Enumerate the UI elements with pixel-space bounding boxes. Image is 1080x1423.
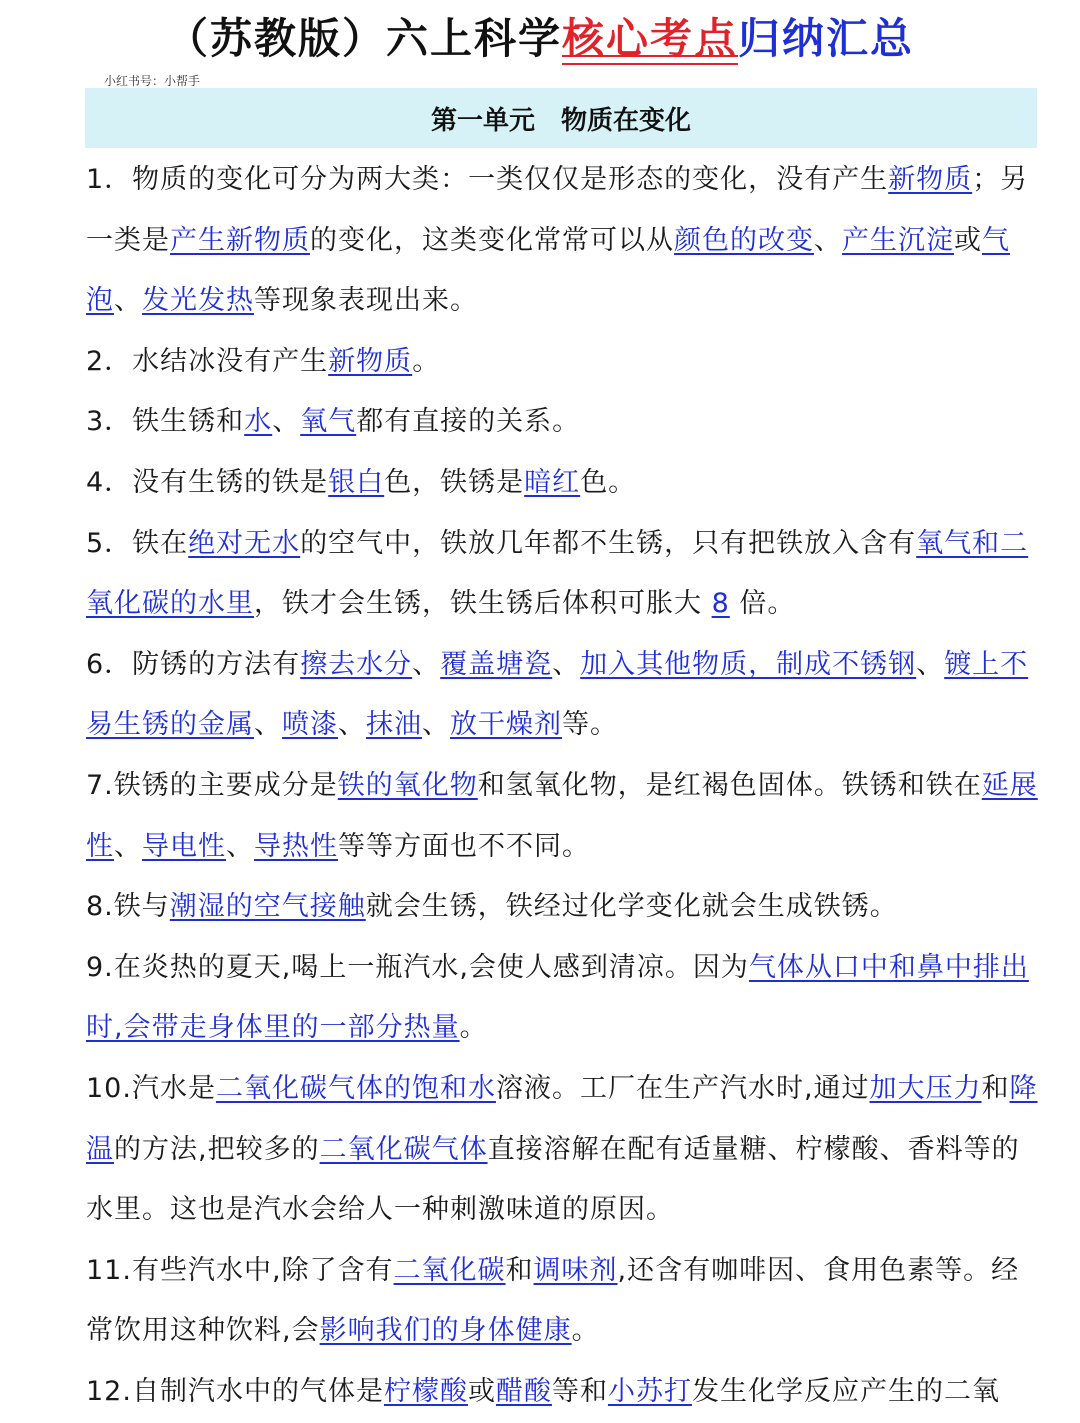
item-text: 色。	[580, 466, 637, 498]
highlighted-term: 醋酸	[495, 1375, 552, 1407]
item-text: 都有直接的关系。	[356, 406, 581, 438]
item-text: 等。	[562, 709, 618, 741]
highlighted-term: 二氧化碳气体	[319, 1133, 488, 1165]
item-text: 的方法,把较多的	[114, 1133, 320, 1165]
key-point-item	[86, 150, 1038, 332]
highlighted-term: 加入其他物质，制成不锈钢	[580, 648, 917, 680]
highlighted-term: 调味剂	[533, 1254, 618, 1286]
item-text: 、	[254, 709, 282, 741]
highlighted-term: 擦去水分	[300, 648, 413, 680]
key-point-item	[86, 1362, 1038, 1423]
page-title	[0, 12, 1080, 66]
highlighted-term: 气泡	[86, 224, 1010, 317]
key-point-item	[86, 938, 1038, 1059]
item-text: 、	[552, 648, 581, 680]
highlighted-term: 新物质	[328, 345, 413, 377]
highlighted-term: 二氧化碳气体的饱和水	[215, 1072, 496, 1104]
item-text: 或	[467, 1375, 496, 1407]
highlighted-term: 二氧化碳	[393, 1254, 506, 1286]
highlighted-term: 颜色的改变	[674, 224, 814, 256]
highlighted-term: 氧气和二氧化碳的水里	[86, 527, 1029, 620]
item-text: 就会生锈，铁经过化学变化就会生成铁锈。	[365, 891, 898, 923]
item-text: 4．没有生锈的铁是	[86, 466, 329, 498]
highlighted-term: 新物质	[888, 164, 973, 195]
item-text: 或	[954, 224, 982, 256]
item-text: 倍。	[729, 588, 796, 620]
item-text: 6．防锈的方法有	[86, 648, 301, 680]
highlighted-term: 抹油	[366, 709, 422, 741]
item-text: 12.自制汽水中的气体是	[86, 1375, 384, 1407]
item-text: 10.汽水是	[86, 1072, 216, 1104]
item-text: 5．铁在	[86, 527, 189, 559]
highlighted-term: 镀上不易生锈的金属	[86, 648, 1029, 741]
item-text: 的变化，这类变化常常可以从	[310, 224, 674, 256]
highlighted-term: 铁的氧化物	[337, 769, 478, 801]
highlighted-term: 柠檬酸	[383, 1375, 468, 1407]
item-text: 溶液。工厂在生产汽水时,通过	[495, 1072, 870, 1104]
key-point-item	[86, 635, 1038, 756]
item-text: 9.在炎热的夏天,喝上一瓶汽水,会使人感到清凉。因为	[86, 951, 749, 983]
key-point-item	[86, 332, 1038, 393]
item-text: 2．水结冰没有产生	[86, 345, 329, 377]
highlighted-term: 导热性	[254, 830, 338, 862]
highlighted-term: 潮湿的空气接触	[169, 891, 366, 923]
item-text: ；另一类是	[86, 164, 1029, 256]
item-text: 、	[272, 406, 301, 438]
item-text: 。	[571, 1315, 600, 1347]
highlighted-term: 水	[244, 406, 273, 438]
key-points-list	[86, 150, 1038, 1422]
key-point-item	[86, 1059, 1038, 1241]
item-text: 和	[981, 1072, 1010, 1104]
item-text: 。	[459, 1012, 488, 1044]
item-text: 。	[412, 345, 441, 377]
highlighted-term: 氧气	[300, 406, 357, 438]
highlighted-term: 延展性	[86, 769, 1038, 862]
item-text: 1．物质的变化可分为两大类：一类仅仅是形态的变化，没有产生	[86, 164, 889, 195]
title-part-black: （苏教版）六上科学	[165, 14, 562, 63]
highlighted-term: 绝对无水	[188, 527, 301, 559]
key-point-item	[86, 1241, 1038, 1362]
item-text: ,还含有咖啡因、食用色素等。经常饮用这种饮料,会	[86, 1254, 1020, 1347]
highlighted-term: 小苏打	[607, 1375, 692, 1407]
item-text: 等现象表现出来。	[254, 285, 478, 317]
highlighted-term: 覆盖塘瓷	[440, 648, 553, 680]
item-text: 、	[226, 830, 254, 862]
highlighted-term: 8	[711, 588, 730, 620]
highlighted-term: 加大压力	[869, 1072, 982, 1104]
highlighted-term: 导电性	[142, 830, 226, 862]
highlighted-term: 产生沉淀	[842, 224, 954, 256]
item-text: 的空气中，铁放几年都不生锈，只有把铁放入含有	[300, 527, 917, 559]
highlighted-term: 产生新物质	[170, 224, 310, 256]
highlighted-term: 气体从口中和鼻中排出时,会带走身体里的一部分热量	[86, 951, 1029, 1044]
item-text: 3．铁生锈和	[86, 406, 245, 438]
item-text: 色，铁锈是	[384, 466, 525, 498]
key-point-item	[86, 514, 1038, 635]
item-text: 和氢氧化物，是红褐色固体。铁锈和铁在	[477, 769, 982, 801]
item-text: 、	[114, 830, 142, 862]
item-text: 7.铁锈的主要成分是	[86, 769, 338, 801]
title-part-blue: 归纳汇总	[738, 14, 915, 63]
key-point-item	[86, 756, 1038, 877]
highlighted-term: 发光发热	[142, 285, 254, 317]
item-text: 8.铁与	[86, 891, 170, 923]
highlighted-term: 喷漆	[282, 709, 338, 741]
item-text: 直接溶解在配有适量糖、柠檬酸、香料等的水里。这也是汽水会给人一种刺激味道的原因。	[86, 1133, 1020, 1226]
item-text: 发生化学反应产生的二氧	[691, 1375, 1000, 1407]
item-text: 和	[505, 1254, 534, 1286]
unit-heading: 第一单元 物质在变化	[85, 88, 1037, 148]
source-label: 小红书号：小帮手	[104, 74, 201, 88]
item-text: 、	[114, 285, 142, 317]
item-text: ，铁才会生锈，铁生锈后体积可胀大	[254, 588, 712, 620]
key-point-item	[86, 392, 1038, 453]
highlighted-term: 放干燥剂	[450, 709, 562, 741]
highlighted-term: 影响我们的身体健康	[319, 1315, 572, 1347]
title-part-red: 核心考点	[561, 14, 738, 63]
highlighted-term: 暗红	[524, 466, 581, 498]
highlighted-term: 银白	[328, 466, 385, 498]
item-text: 11.有些汽水中,除了含有	[86, 1254, 394, 1286]
item-text: 等和	[551, 1375, 608, 1407]
item-text: 、	[814, 224, 842, 256]
item-text: 、	[338, 709, 366, 741]
highlighted-term: 降温	[86, 1072, 1038, 1165]
key-point-item	[86, 453, 1038, 514]
item-text: 、	[412, 648, 441, 680]
item-text: 、	[916, 648, 945, 680]
item-text: 、	[422, 709, 450, 741]
item-text: 等等方面也不不同。	[338, 830, 590, 862]
key-point-item	[86, 877, 1038, 938]
